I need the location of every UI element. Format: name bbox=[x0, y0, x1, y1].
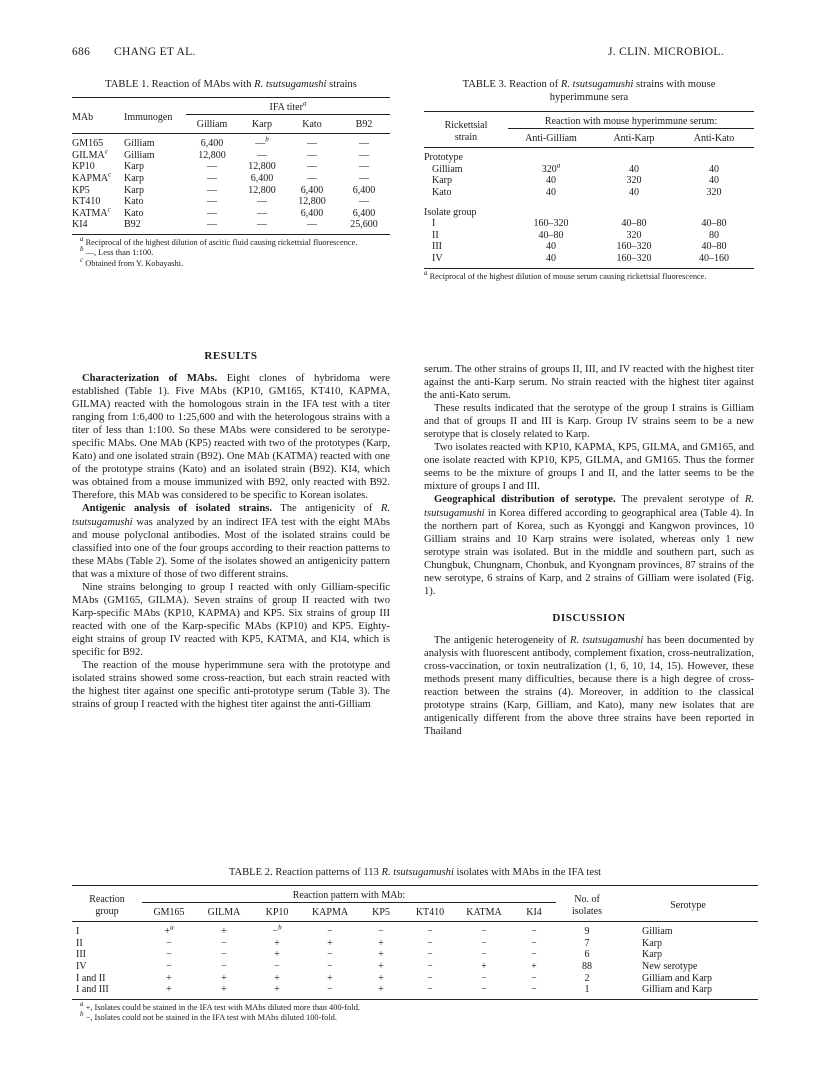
col-no-isolates: No. of isolates bbox=[572, 894, 602, 917]
col-mab: GM165 bbox=[142, 902, 196, 922]
table-row bbox=[424, 253, 754, 265]
table-row bbox=[72, 219, 390, 231]
paragraph: These results indicated that the serotype of the group I strains is Gilliam and that of groups II and III is Karp. Group IV strains seem to be a new serotype that is closely related to Karp. bbox=[424, 403, 754, 441]
titer-cell: — bbox=[207, 207, 217, 219]
col-mab: KI4 bbox=[512, 902, 556, 922]
running-authors: CHANG ET AL. bbox=[114, 46, 196, 58]
titer-cell: 320 bbox=[706, 186, 722, 198]
immunogen-cell: Karp bbox=[124, 161, 144, 173]
pattern-cell: +$^a$ bbox=[164, 923, 174, 938]
table-row bbox=[72, 922, 758, 938]
titer-cell: — bbox=[359, 138, 369, 150]
col-anti-gilliam: Anti-Gilliam bbox=[508, 128, 594, 148]
titer-cell: — bbox=[359, 149, 369, 161]
pattern-cell: + bbox=[221, 984, 227, 996]
pattern-cell: + bbox=[378, 972, 384, 984]
col-mab: KATMA bbox=[456, 902, 512, 922]
spacer-row bbox=[424, 199, 754, 207]
group-label: Prototype bbox=[424, 152, 463, 164]
col-mab: MAb bbox=[72, 111, 94, 123]
titer-cell: 40 bbox=[629, 186, 639, 198]
pattern-cell: − bbox=[427, 984, 433, 996]
pattern-cell: + bbox=[166, 984, 172, 996]
serotype-cell: New serotype bbox=[642, 960, 698, 972]
table-3-footnote: $^a$ Reciprocal of the highest dilution of mouse serum causing rickettsial fluorescence. bbox=[424, 268, 754, 282]
pattern-cell: − bbox=[327, 960, 333, 972]
table-row bbox=[424, 175, 754, 187]
col-immunogen: Immunogen bbox=[124, 111, 173, 123]
group-cell: I bbox=[76, 926, 80, 938]
titer-cell: 80 bbox=[709, 229, 719, 241]
table-2-caption: TABLE 2. Reaction patterns of 113 R. tsutsugamushi isolates with MAbs in the IFA test bbox=[228, 867, 602, 878]
pattern-cell: − bbox=[427, 972, 433, 984]
immunogen-cell: Kato bbox=[124, 196, 144, 208]
mab-cell: KP5 bbox=[72, 184, 90, 196]
pattern-cell: − bbox=[378, 926, 384, 938]
table-row bbox=[72, 984, 758, 996]
titer-cell: — bbox=[307, 172, 317, 184]
count-cell: 1 bbox=[584, 984, 590, 996]
col-reaction-pattern: Reaction pattern with MAb: bbox=[292, 890, 406, 901]
paragraph: The reaction of the mouse hyperimmune sera with the prototype and isolated strains showed some cross-reaction, but each strain reacted with the highest titer against one specific anti-prototype serum (Table 3). The strains of group I reacted with the highest titer against the anti-Gilliam bbox=[72, 660, 390, 711]
pattern-cell: + bbox=[378, 960, 384, 972]
pattern-cell: − bbox=[327, 949, 333, 961]
pattern-cell: + bbox=[274, 984, 280, 996]
titer-cell: 320$^a$ bbox=[541, 161, 561, 175]
pattern-cell: − bbox=[481, 949, 487, 961]
left-column bbox=[72, 350, 390, 711]
pattern-cell: − bbox=[481, 972, 487, 984]
titer-cell: — bbox=[207, 219, 217, 231]
pattern-cell: + bbox=[378, 984, 384, 996]
table-row bbox=[72, 949, 758, 961]
paragraph: Antigenic analysis of isolated strains. The antigenicity of R. tsutsugamushi was analyzed by an indirect IFA test with the eight MAbs and mouse polyclonal antibodies. Most of the isolated strains could be classified into one of the four groups according to their reaction patterns to these MAbs (Table 2). Some of the isolates showed an antigenicity pattern that was a mixture of those of two different strains. bbox=[72, 503, 390, 580]
pattern-cell: + bbox=[378, 949, 384, 961]
table-2 bbox=[72, 866, 758, 1024]
mab-cell: KAPMA$^c$ bbox=[72, 170, 112, 184]
titer-cell: —$^b$ bbox=[255, 135, 269, 150]
titer-cell: — bbox=[207, 184, 217, 196]
pattern-cell: + bbox=[481, 960, 487, 972]
titer-cell: 6,400 bbox=[352, 184, 376, 196]
table-1-footnote: $^c$ Obtained from Y. Kobayashi. bbox=[80, 255, 184, 268]
pattern-cell: − bbox=[166, 949, 172, 961]
mab-cell: KI4 bbox=[72, 219, 88, 231]
titer-cell: — bbox=[359, 196, 369, 208]
table-row bbox=[72, 973, 758, 985]
titer-cell: — bbox=[307, 219, 317, 231]
titer-cell: — bbox=[207, 161, 217, 173]
titer-cell: — bbox=[359, 161, 369, 173]
pattern-cell: − bbox=[327, 984, 333, 996]
count-cell: 88 bbox=[582, 960, 592, 972]
table-2-footnote: $^a$ +, Isolates could be stained in the IFA test with MAbs diluted more than 400-fold. bbox=[80, 999, 360, 1012]
serotype-cell: Gilliam bbox=[642, 926, 673, 938]
serotype-cell: Karp bbox=[642, 937, 662, 949]
titer-cell: — bbox=[257, 196, 267, 208]
col-strain: Rickettsial strain bbox=[444, 120, 488, 143]
pattern-cell: − bbox=[166, 937, 172, 949]
pattern-cell: − bbox=[427, 960, 433, 972]
titer-cell: 40 bbox=[546, 186, 556, 198]
titer-cell: 40–80 bbox=[701, 218, 727, 230]
table-row bbox=[72, 173, 390, 185]
table-2-footnote: $^b$ −, Isolates could not be stained in the IFA test with MAbs diluted 100-fold. bbox=[80, 1010, 337, 1023]
group-cell: III bbox=[76, 949, 86, 961]
table-row bbox=[72, 208, 390, 220]
group-cell: IV bbox=[432, 252, 443, 264]
mab-cell: KATMA$^c$ bbox=[72, 205, 111, 219]
pattern-cell: − bbox=[531, 926, 537, 938]
pattern-cell: + bbox=[274, 949, 280, 961]
pattern-cell: + bbox=[274, 972, 280, 984]
strain-cell: Gilliam bbox=[432, 163, 463, 175]
pattern-cell: − bbox=[327, 926, 333, 938]
pattern-cell: − bbox=[427, 926, 433, 938]
pattern-cell: − bbox=[166, 960, 172, 972]
col-anti-kato: Anti-Kato bbox=[674, 128, 754, 148]
pattern-cell: + bbox=[531, 960, 537, 972]
count-cell: 2 bbox=[584, 972, 590, 984]
table-row bbox=[424, 187, 754, 199]
table-row bbox=[72, 938, 758, 950]
pattern-cell: − bbox=[531, 949, 537, 961]
group-cell: III bbox=[432, 241, 442, 253]
group-cell: I bbox=[432, 218, 436, 230]
titer-cell: 40 bbox=[546, 175, 556, 187]
col-strain: Karp bbox=[238, 114, 286, 134]
group-cell: I and III bbox=[76, 984, 109, 996]
col-anti-karp: Anti-Karp bbox=[594, 128, 674, 148]
pattern-cell: − bbox=[221, 960, 227, 972]
titer-cell: 160–320 bbox=[616, 241, 652, 253]
col-ifa-titer: IFA titer$^a$ bbox=[269, 99, 307, 113]
titer-cell: — bbox=[359, 172, 369, 184]
col-reaction-group: Reaction group bbox=[89, 894, 125, 917]
table-row bbox=[72, 961, 758, 973]
titer-cell: — bbox=[207, 196, 217, 208]
group-cell: IV bbox=[76, 960, 87, 972]
journal-name: J. CLIN. MICROBIOL. bbox=[608, 46, 724, 58]
pattern-cell: −$^b$ bbox=[272, 923, 282, 938]
pattern-cell: + bbox=[327, 937, 333, 949]
col-mab: KT410 bbox=[404, 902, 456, 922]
count-cell: 6 bbox=[584, 949, 590, 961]
titer-cell: 40 bbox=[629, 163, 639, 175]
pattern-cell: − bbox=[531, 984, 537, 996]
serotype-cell: Gilliam and Karp bbox=[642, 972, 712, 984]
immunogen-cell: Karp bbox=[124, 172, 144, 184]
col-mab: KP10 bbox=[252, 902, 302, 922]
immunogen-cell: Kato bbox=[124, 207, 144, 219]
table-row bbox=[72, 150, 390, 162]
table-row bbox=[72, 161, 390, 173]
group-label: Isolate group bbox=[424, 206, 477, 218]
titer-cell: — bbox=[257, 149, 267, 161]
titer-cell: 12,800 bbox=[298, 196, 326, 208]
table-row bbox=[424, 230, 754, 242]
mab-cell: GILMA$^c$ bbox=[72, 147, 108, 161]
titer-cell: 12,800 bbox=[248, 184, 276, 196]
pattern-cell: − bbox=[427, 937, 433, 949]
table-1-footnote: $^a$ Reciprocal of the highest dilution of ascitic fluid causing rickettsial fluorescence. bbox=[80, 235, 358, 247]
pattern-cell: − bbox=[531, 937, 537, 949]
pattern-cell: − bbox=[481, 984, 487, 996]
paragraph: The antigenic heterogeneity of R. tsutsugamushi has been documented by analysis with fluorescent antibody, complement fixation, cross-neutralization, cross-vaccination, or toxin neutralization (1, 6, 10, 14, 15). However, these methods present many difficulties, because there is a high degree of cross-reaction between the strains (4). Moreover, in addition to the classical prototype strains (Karp, Gilliam, and Kato), many new isolates that are antigenically different from the above three strains have been reported in Thailand bbox=[424, 634, 755, 738]
titer-cell: 40–80 bbox=[701, 241, 727, 253]
titer-cell: 6,400 bbox=[352, 207, 376, 219]
titer-cell: — bbox=[307, 149, 317, 161]
table-1 bbox=[72, 78, 390, 269]
titer-cell: 160–320 bbox=[533, 218, 569, 230]
titer-cell: 320 bbox=[626, 175, 642, 187]
pattern-cell: + bbox=[378, 937, 384, 949]
count-cell: 7 bbox=[584, 937, 590, 949]
titer-cell: — bbox=[207, 172, 217, 184]
pattern-cell: − bbox=[481, 937, 487, 949]
serotype-cell: Gilliam and Karp bbox=[642, 984, 712, 996]
titer-cell: 40–160 bbox=[699, 252, 729, 264]
titer-cell: 40 bbox=[546, 252, 556, 264]
mab-cell: KT410 bbox=[72, 196, 101, 208]
col-serotype: Serotype bbox=[670, 899, 706, 911]
discussion-heading: DISCUSSION bbox=[552, 611, 626, 624]
right-column bbox=[424, 363, 754, 738]
titer-cell: — bbox=[257, 219, 267, 231]
titer-cell: 12,800 bbox=[248, 161, 276, 173]
pattern-cell: − bbox=[274, 960, 280, 972]
paragraph: Nine strains belonging to group I reacted with only Gilliam-specific MAbs (GM165, GILMA). Seven strains of group II reacted with two Karp-specific MAbs (KP10, KAPMA) and KP5. Six strains of group III reacted with one of the Karp-specific MAbs (KP10) and KP5. Eighty-eight strains of group IV reacted with KP5, KATMA, and KI4, which is specific for B92. bbox=[72, 581, 390, 658]
immunogen-cell: Karp bbox=[124, 184, 144, 196]
titer-cell: — bbox=[257, 207, 267, 219]
titer-cell: 12,800 bbox=[198, 149, 226, 161]
paragraph: Geographical distribution of serotype. The prevalent serotype of R. tsutsugamushi in Korea differed according to geographical area (Table 4). In the northern part of Korea, such as Kyonggi and Kangwon provinces, 10 Gilliam strains and 10 Karp strains were isolated, whereas only 1 new serotype strain was isolated. But in the middle and southern part, such as Chungbuk, Chungnam, Chonbuk, and Kyongnam provinces, 87 strains of the new serotype, 6 strains of Karp, and 2 strains of Gilliam were isolated (Fig. 1). bbox=[424, 494, 754, 597]
serotype-cell: Karp bbox=[642, 949, 662, 961]
immunogen-cell: B92 bbox=[124, 219, 141, 231]
paragraph: serum. The other strains of groups II, III, and IV reacted with the highest titer against the anti-Karp serum. No strain reacted with the highest titer against the anti-Kato serum. bbox=[424, 364, 754, 402]
pattern-cell: − bbox=[531, 972, 537, 984]
table-row bbox=[424, 241, 754, 253]
table-row bbox=[424, 218, 754, 230]
col-reaction: Reaction with mouse hyperimmune serum: bbox=[544, 116, 718, 127]
table-row bbox=[72, 196, 390, 208]
table-row bbox=[72, 185, 390, 197]
pattern-cell: − bbox=[481, 926, 487, 938]
titer-cell: 40–80 bbox=[538, 229, 564, 241]
table-1-footnote: $^b$ —, Less than 1:100. bbox=[80, 245, 154, 258]
strain-cell: Karp bbox=[432, 175, 452, 187]
titer-cell: 6,400 bbox=[200, 138, 224, 150]
col-strain: Gilliam bbox=[186, 114, 238, 134]
page-number: 686 bbox=[72, 46, 91, 58]
group-cell: II bbox=[76, 937, 83, 949]
pattern-cell: + bbox=[327, 972, 333, 984]
titer-cell: 40 bbox=[709, 175, 719, 187]
titer-cell: 160–320 bbox=[616, 252, 652, 264]
strain-cell: Kato bbox=[432, 186, 452, 198]
group-cell: I and II bbox=[76, 972, 106, 984]
table-row bbox=[424, 164, 754, 176]
pattern-cell: + bbox=[166, 972, 172, 984]
count-cell: 9 bbox=[584, 926, 590, 938]
pattern-cell: − bbox=[221, 937, 227, 949]
titer-cell: — bbox=[307, 138, 317, 150]
immunogen-cell: Gilliam bbox=[124, 149, 155, 161]
group-cell: II bbox=[432, 229, 439, 241]
titer-cell: 40 bbox=[709, 163, 719, 175]
titer-cell: 320 bbox=[626, 229, 642, 241]
table-row bbox=[424, 207, 754, 219]
mab-cell: GM165 bbox=[72, 138, 104, 150]
titer-cell: 6,400 bbox=[250, 172, 274, 184]
col-mab: KAPMA bbox=[302, 902, 358, 922]
titer-cell: 25,600 bbox=[350, 219, 378, 231]
table-3 bbox=[424, 79, 754, 282]
results-heading: RESULTS bbox=[204, 350, 258, 362]
titer-cell: 40–80 bbox=[621, 218, 647, 230]
col-strain: B92 bbox=[338, 114, 390, 134]
pattern-cell: + bbox=[221, 926, 227, 938]
table-3-caption: TABLE 3. Reaction of R. tsutsugamushi strains with mouse hyperimmune sera bbox=[462, 79, 716, 103]
pattern-cell: + bbox=[274, 937, 280, 949]
titer-cell: — bbox=[307, 161, 317, 173]
immunogen-cell: Gilliam bbox=[124, 138, 155, 150]
col-strain: Kato bbox=[286, 114, 338, 134]
titer-cell: 40 bbox=[546, 241, 556, 253]
titer-cell: 6,400 bbox=[300, 184, 324, 196]
col-mab: KP5 bbox=[358, 902, 404, 922]
table-row bbox=[72, 134, 390, 150]
col-mab: GILMA bbox=[196, 902, 252, 922]
mab-cell: KP10 bbox=[72, 161, 95, 173]
pattern-cell: + bbox=[221, 972, 227, 984]
table-1-caption: TABLE 1. Reaction of MAbs with R. tsutsugamushi strains bbox=[105, 79, 357, 90]
paragraph: Two isolates reacted with KP10, KAPMA, KP5, GILMA, and GM165, and one isolate reacted with KP10, KP5, GILMA, and GM165. Thus the former seems to be the mixture of groups I and II, and the latter seems to be the mixture of groups I and III. bbox=[424, 442, 754, 493]
titer-cell: 6,400 bbox=[300, 207, 324, 219]
pattern-cell: − bbox=[427, 949, 433, 961]
pattern-cell: − bbox=[221, 949, 227, 961]
paragraph: Characterization of MAbs. Eight clones of hybridoma were established (Table 1). Five MAbs (KP10, GM165, KT410, KAPMA, GILMA) reacted with the homologous strain in the IFA test with a titer ranging from 1:6,400 to 1:25,600 and with the heterologous strains with a titer of less than 1:100. So these MAbs were considered to be serotype-specific MAbs. One MAb (KP5) reacted with two of the prototypes (Karp, Kato) and one isolated strain (B92). One MAb (KATMA) reacted with one of the prototype strains (Kato) and an isolated strain (B92). KI4, which was obtained from a mouse immunized with B92, only reacted with B92. Therefore, this MAb was considered to be specific to Korean isolates. bbox=[72, 373, 390, 502]
